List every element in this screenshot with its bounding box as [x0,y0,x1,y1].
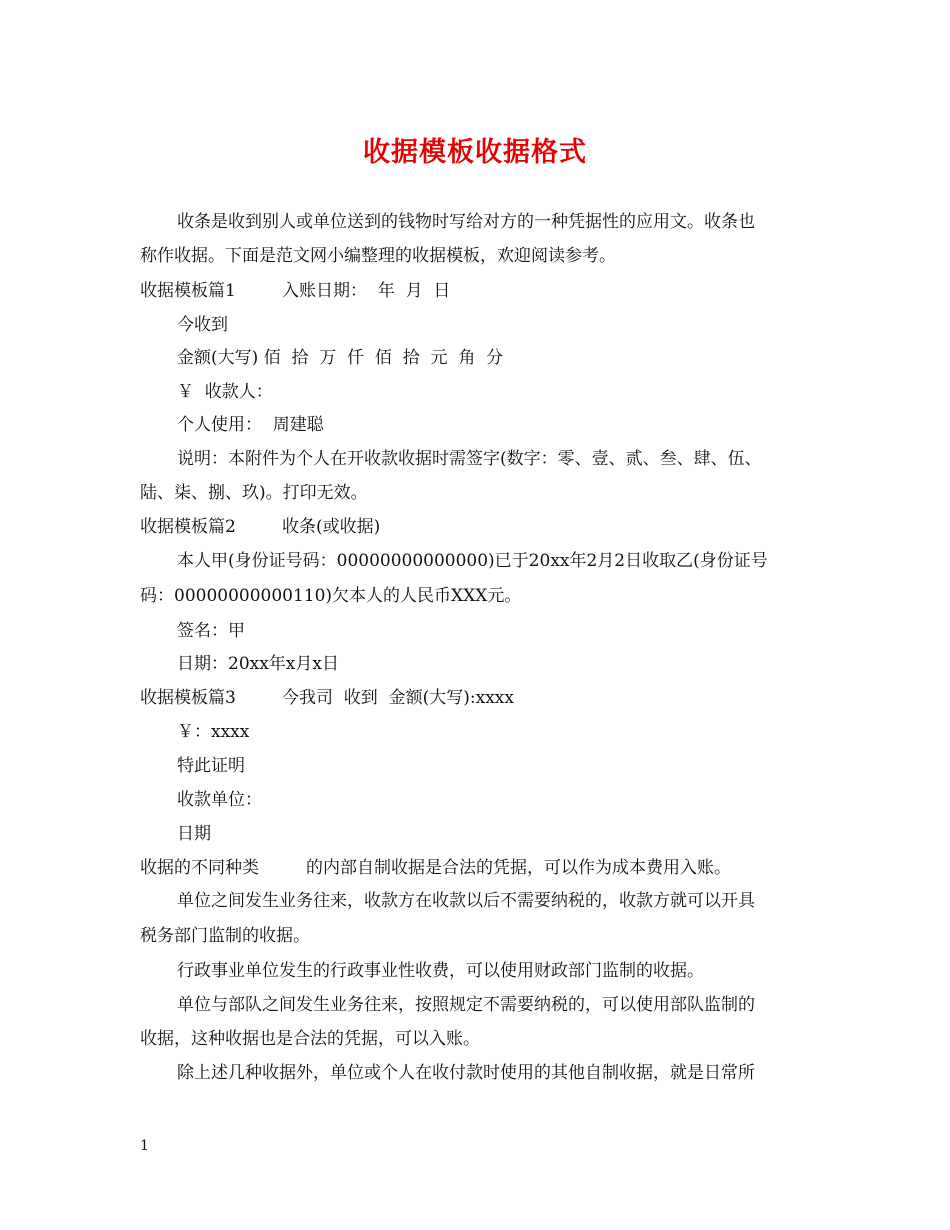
paragraph-line: 税务部门监制的收据。 [140,926,310,946]
document-title: 收据模板收据格式 [363,137,587,168]
paragraph-line: 今收到 [177,315,228,335]
section-heading: 收据模板篇3 [140,688,236,708]
paragraph-line: 单位之间发生业务往来，收款方在收款以后不需要纳税的，收款方就可以开具 [177,891,755,911]
paragraph-line: 特此证明 [177,756,245,776]
paragraph-line: 单位与部队之间发生业务往来，按照规定不需要纳税的，可以使用部队监制的 [177,995,755,1015]
section-heading: 收据模板篇2 [140,517,236,537]
paragraph-line: 收条(或收据) [282,517,381,537]
paragraph-line: 行政事业单位发生的行政事业性收费，可以使用财政部门监制的收据。 [177,961,704,981]
paragraph-line: 日期：20xx年x月x日 [177,654,339,674]
paragraph-line: 个人使用： 周建聪 [177,415,324,435]
section-heading: 收据模板篇1 [140,281,236,301]
paragraph-line: 除上述几种收据外，单位或个人在收付款时使用的其他自制收据，就是日常所 [177,1063,755,1083]
paragraph-line: 的内部自制收据是合法的凭据，可以作为成本费用入账。 [306,858,731,878]
paragraph-line: 收据，这种收据也是合法的凭据，可以入账。 [140,1029,480,1049]
paragraph-line: 本人甲(身份证号码：00000000000000)已于20xx年2月2日收取乙(身份证号 [177,551,768,571]
paragraph-line: 日期 [177,824,211,844]
paragraph-line: ￥：xxxx [177,722,250,742]
paragraph-line: 码：00000000000110)欠本人的人民币XXX元。 [140,586,522,606]
paragraph-line: 说明：本附件为个人在开收款收据时需签字(数字：零、壹、贰、叁、肆、伍、 [177,449,762,469]
paragraph-line: 称作收据。下面是范文网小编整理的收据模板，欢迎阅读参考。 [140,246,616,266]
paragraph-line: 签名：甲 [177,621,245,641]
paragraph-line: 今我司 收到 金额(大写):xxxx [282,688,514,708]
paragraph-line: 入账日期： 年 月 日 [282,281,451,301]
paragraph-line: 收条是收到别人或单位送到的钱物时写给对方的一种凭据性的应用文。收条也 [177,212,755,232]
page-number: 1 [140,1138,149,1154]
paragraph-line: ￥ 收款人： [177,382,273,402]
section-heading: 收据的不同种类 [140,858,259,878]
paragraph-line: 收款单位： [177,790,262,810]
paragraph-line: 陆、柒、捌、玖)。打印无效。 [140,483,368,503]
paragraph-line: 金额(大写) 佰 拾 万 仟 佰 拾 元 角 分 [177,348,504,368]
